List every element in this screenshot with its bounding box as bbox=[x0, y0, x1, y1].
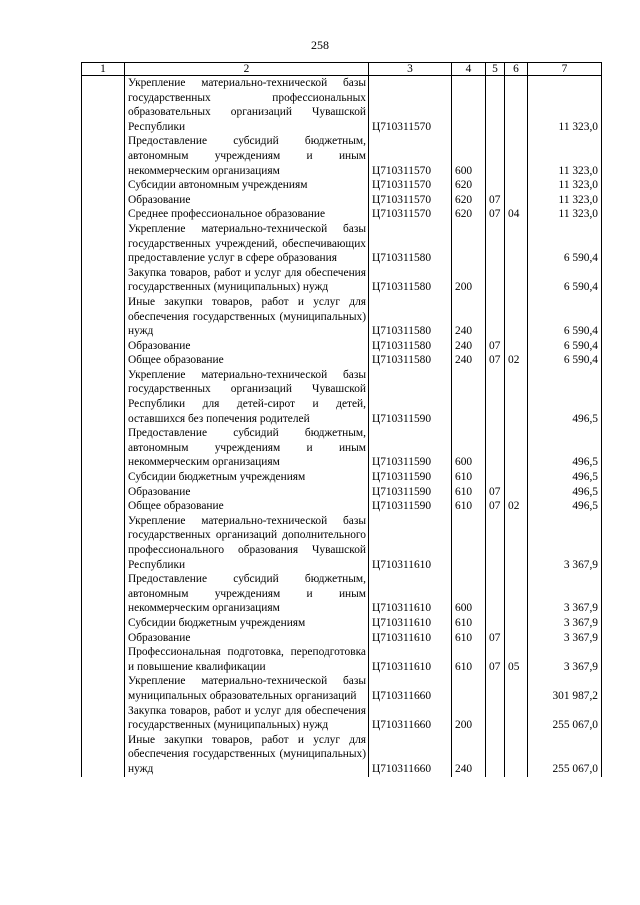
expense-name-cell: Иные закупки товаров, работ и услуг для обеспечения государственных (муниципальных) нужд bbox=[125, 295, 369, 339]
section-cell bbox=[486, 704, 505, 733]
target-article-code-cell: Ц710311660 bbox=[369, 704, 452, 733]
target-article-code-cell: Ц710311580 bbox=[369, 353, 452, 368]
first-column-cell bbox=[82, 631, 125, 646]
table-row bbox=[82, 222, 602, 266]
expense-type-cell: 610 bbox=[452, 645, 486, 674]
amount-cell: 3 367,9 bbox=[528, 514, 602, 572]
table-row bbox=[82, 178, 602, 193]
header-cell: 5 bbox=[486, 63, 505, 76]
amount-cell: 6 590,4 bbox=[528, 353, 602, 368]
table-row bbox=[82, 514, 602, 572]
target-article-code-cell: Ц710311660 bbox=[369, 733, 452, 777]
section-cell: 07 bbox=[486, 499, 505, 514]
first-column-cell bbox=[82, 134, 125, 178]
expense-name-cell: Укрепление материально-технической базы государственных профессиональных образовательных организаций Чувашской Республики bbox=[125, 76, 369, 135]
header-cell: 7 bbox=[528, 63, 602, 76]
expense-type-cell: 240 bbox=[452, 353, 486, 368]
amount-cell: 11 323,0 bbox=[528, 193, 602, 208]
target-article-code-cell: Ц710311610 bbox=[369, 616, 452, 631]
expense-name-cell: Предоставление субсидий бюджетным, автономным учреждениям и иным некоммерческим организациям bbox=[125, 134, 369, 178]
expense-type-cell bbox=[452, 368, 486, 426]
target-article-code-cell: Ц710311610 bbox=[369, 514, 452, 572]
expense-name-cell: Образование bbox=[125, 339, 369, 354]
table-row bbox=[82, 207, 602, 222]
first-column-cell bbox=[82, 572, 125, 616]
expense-type-cell: 620 bbox=[452, 178, 486, 193]
expense-name-cell: Укрепление материально-технической базы государственных учреждений, обеспечивающих предоставление услуг в сфере образования bbox=[125, 222, 369, 266]
amount-cell: 11 323,0 bbox=[528, 207, 602, 222]
subsection-cell: 02 bbox=[505, 499, 528, 514]
table-row bbox=[82, 572, 602, 616]
table-row bbox=[82, 733, 602, 777]
expense-name-cell: Субсидии бюджетным учреждениям bbox=[125, 616, 369, 631]
table-row bbox=[82, 704, 602, 733]
section-cell bbox=[486, 426, 505, 470]
subsection-cell: 05 bbox=[505, 645, 528, 674]
amount-cell: 11 323,0 bbox=[528, 76, 602, 135]
section-cell bbox=[486, 178, 505, 193]
subsection-cell bbox=[505, 178, 528, 193]
first-column-cell bbox=[82, 222, 125, 266]
subsection-cell bbox=[505, 368, 528, 426]
expense-name-cell: Предоставление субсидий бюджетным, автономным учреждениям и иным некоммерческим организациям bbox=[125, 572, 369, 616]
amount-cell: 3 367,9 bbox=[528, 572, 602, 616]
section-cell: 07 bbox=[486, 207, 505, 222]
expense-type-cell: 620 bbox=[452, 193, 486, 208]
amount-cell: 496,5 bbox=[528, 499, 602, 514]
target-article-code-cell: Ц710311570 bbox=[369, 134, 452, 178]
target-article-code-cell: Ц710311570 bbox=[369, 76, 452, 135]
first-column-cell bbox=[82, 193, 125, 208]
subsection-cell bbox=[505, 704, 528, 733]
amount-cell: 496,5 bbox=[528, 485, 602, 500]
table-row bbox=[82, 485, 602, 500]
expense-name-cell: Общее образование bbox=[125, 499, 369, 514]
section-cell bbox=[486, 733, 505, 777]
expense-type-cell: 200 bbox=[452, 266, 486, 295]
first-column-cell bbox=[82, 514, 125, 572]
expense-name-cell: Укрепление материально-технической базы муниципальных образовательных организаций bbox=[125, 674, 369, 703]
expense-type-cell: 600 bbox=[452, 426, 486, 470]
expense-name-cell: Укрепление материально-технической базы государственных организаций дополнительного профессионального образования Чувашской Республики bbox=[125, 514, 369, 572]
expense-type-cell: 600 bbox=[452, 572, 486, 616]
subsection-cell bbox=[505, 295, 528, 339]
section-cell bbox=[486, 674, 505, 703]
expense-type-cell: 240 bbox=[452, 733, 486, 777]
expense-name-cell: Профессиональная подготовка, переподготовка и повышение квалификации bbox=[125, 645, 369, 674]
subsection-cell bbox=[505, 616, 528, 631]
budget-table bbox=[81, 62, 602, 777]
expense-type-cell: 620 bbox=[452, 207, 486, 222]
first-column-cell bbox=[82, 339, 125, 354]
target-article-code-cell: Ц710311610 bbox=[369, 645, 452, 674]
header-cell: 4 bbox=[452, 63, 486, 76]
expense-name-cell: Образование bbox=[125, 485, 369, 500]
target-article-code-cell: Ц710311610 bbox=[369, 631, 452, 646]
expense-type-cell bbox=[452, 514, 486, 572]
expense-name-cell: Укрепление материально-технической базы государственных организаций Чувашской Республики для детей-сирот и детей, оставшихся без попечения родителей bbox=[125, 368, 369, 426]
amount-cell: 3 367,9 bbox=[528, 631, 602, 646]
amount-cell: 496,5 bbox=[528, 426, 602, 470]
section-cell bbox=[486, 470, 505, 485]
table-row bbox=[82, 631, 602, 646]
table-row bbox=[82, 499, 602, 514]
expense-name-cell: Иные закупки товаров, работ и услуг для обеспечения государственных (муниципальных) нужд bbox=[125, 733, 369, 777]
subsection-cell bbox=[505, 572, 528, 616]
expense-name-cell: Закупка товаров, работ и услуг для обеспечения государственных (муниципальных) нужд bbox=[125, 266, 369, 295]
first-column-cell bbox=[82, 353, 125, 368]
expense-type-cell: 610 bbox=[452, 499, 486, 514]
expense-name-cell: Закупка товаров, работ и услуг для обеспечения государственных (муниципальных) нужд bbox=[125, 704, 369, 733]
expense-type-cell: 610 bbox=[452, 470, 486, 485]
table-row bbox=[82, 266, 602, 295]
subsection-cell bbox=[505, 193, 528, 208]
section-cell: 07 bbox=[486, 353, 505, 368]
subsection-cell bbox=[505, 76, 528, 135]
first-column-cell bbox=[82, 295, 125, 339]
header-cell: 2 bbox=[125, 63, 369, 76]
first-column-cell bbox=[82, 645, 125, 674]
section-cell: 07 bbox=[486, 339, 505, 354]
target-article-code-cell: Ц710311590 bbox=[369, 368, 452, 426]
section-cell: 07 bbox=[486, 645, 505, 674]
target-article-code-cell: Ц710311660 bbox=[369, 674, 452, 703]
first-column-cell bbox=[82, 499, 125, 514]
section-cell bbox=[486, 514, 505, 572]
target-article-code-cell: Ц710311580 bbox=[369, 222, 452, 266]
target-article-code-cell: Ц710311590 bbox=[369, 499, 452, 514]
target-article-code-cell: Ц710311590 bbox=[369, 426, 452, 470]
section-cell bbox=[486, 134, 505, 178]
table-row bbox=[82, 616, 602, 631]
expense-name-cell: Среднее профессиональное образование bbox=[125, 207, 369, 222]
first-column-cell bbox=[82, 207, 125, 222]
subsection-cell bbox=[505, 674, 528, 703]
first-column-cell bbox=[82, 704, 125, 733]
expense-type-cell: 240 bbox=[452, 339, 486, 354]
table-row bbox=[82, 645, 602, 674]
expense-name-cell: Образование bbox=[125, 631, 369, 646]
section-cell bbox=[486, 616, 505, 631]
section-cell bbox=[486, 295, 505, 339]
first-column-cell bbox=[82, 674, 125, 703]
expense-name-cell: Субсидии автономным учреждениям bbox=[125, 178, 369, 193]
amount-cell: 301 987,2 bbox=[528, 674, 602, 703]
section-cell: 07 bbox=[486, 485, 505, 500]
amount-cell: 255 067,0 bbox=[528, 704, 602, 733]
amount-cell: 496,5 bbox=[528, 368, 602, 426]
expense-type-cell bbox=[452, 222, 486, 266]
section-cell bbox=[486, 368, 505, 426]
section-cell: 07 bbox=[486, 631, 505, 646]
first-column-cell bbox=[82, 368, 125, 426]
expense-name-cell: Предоставление субсидий бюджетным, автономным учреждениям и иным некоммерческим организациям bbox=[125, 426, 369, 470]
page-number: 258 bbox=[311, 38, 329, 52]
first-column-cell bbox=[82, 616, 125, 631]
target-article-code-cell: Ц710311570 bbox=[369, 178, 452, 193]
first-column-cell bbox=[82, 178, 125, 193]
subsection-cell bbox=[505, 470, 528, 485]
table-row bbox=[82, 295, 602, 339]
expense-type-cell: 240 bbox=[452, 295, 486, 339]
subsection-cell bbox=[505, 485, 528, 500]
amount-cell: 6 590,4 bbox=[528, 266, 602, 295]
section-cell bbox=[486, 222, 505, 266]
subsection-cell: 02 bbox=[505, 353, 528, 368]
first-column-cell bbox=[82, 266, 125, 295]
header-cell: 3 bbox=[369, 63, 452, 76]
first-column-cell bbox=[82, 485, 125, 500]
expense-type-cell bbox=[452, 674, 486, 703]
expense-name-cell: Субсидии бюджетным учреждениям bbox=[125, 470, 369, 485]
amount-cell: 3 367,9 bbox=[528, 645, 602, 674]
amount-cell: 496,5 bbox=[528, 470, 602, 485]
table-row bbox=[82, 339, 602, 354]
expense-type-cell: 610 bbox=[452, 631, 486, 646]
table-row bbox=[82, 426, 602, 470]
table-row bbox=[82, 76, 602, 135]
target-article-code-cell: Ц710311570 bbox=[369, 193, 452, 208]
expense-type-cell: 600 bbox=[452, 134, 486, 178]
section-cell: 07 bbox=[486, 193, 505, 208]
table-row bbox=[82, 470, 602, 485]
subsection-cell bbox=[505, 222, 528, 266]
amount-cell: 11 323,0 bbox=[528, 134, 602, 178]
expense-name-cell: Общее образование bbox=[125, 353, 369, 368]
expense-type-cell: 610 bbox=[452, 616, 486, 631]
first-column-cell bbox=[82, 426, 125, 470]
amount-cell: 11 323,0 bbox=[528, 178, 602, 193]
table-header-row bbox=[82, 63, 602, 76]
amount-cell: 255 067,0 bbox=[528, 733, 602, 777]
section-cell bbox=[486, 76, 505, 135]
subsection-cell bbox=[505, 631, 528, 646]
subsection-cell bbox=[505, 514, 528, 572]
subsection-cell: 04 bbox=[505, 207, 528, 222]
expense-name-cell: Образование bbox=[125, 193, 369, 208]
subsection-cell bbox=[505, 733, 528, 777]
target-article-code-cell: Ц710311580 bbox=[369, 295, 452, 339]
section-cell bbox=[486, 572, 505, 616]
subsection-cell bbox=[505, 426, 528, 470]
table-row bbox=[82, 193, 602, 208]
target-article-code-cell: Ц710311590 bbox=[369, 485, 452, 500]
header-cell: 6 bbox=[505, 63, 528, 76]
first-column-cell bbox=[82, 733, 125, 777]
first-column-cell bbox=[82, 76, 125, 135]
target-article-code-cell: Ц710311580 bbox=[369, 266, 452, 295]
target-article-code-cell: Ц710311590 bbox=[369, 470, 452, 485]
target-article-code-cell: Ц710311570 bbox=[369, 207, 452, 222]
subsection-cell bbox=[505, 339, 528, 354]
table-row bbox=[82, 368, 602, 426]
target-article-code-cell: Ц710311610 bbox=[369, 572, 452, 616]
target-article-code-cell: Ц710311580 bbox=[369, 339, 452, 354]
header-cell: 1 bbox=[82, 63, 125, 76]
amount-cell: 6 590,4 bbox=[528, 295, 602, 339]
table-row bbox=[82, 134, 602, 178]
first-column-cell bbox=[82, 470, 125, 485]
expense-type-cell bbox=[452, 76, 486, 135]
amount-cell: 6 590,4 bbox=[528, 339, 602, 354]
expense-type-cell: 200 bbox=[452, 704, 486, 733]
expense-type-cell: 610 bbox=[452, 485, 486, 500]
amount-cell: 6 590,4 bbox=[528, 222, 602, 266]
section-cell bbox=[486, 266, 505, 295]
table-row bbox=[82, 674, 602, 703]
amount-cell: 3 367,9 bbox=[528, 616, 602, 631]
table-row bbox=[82, 353, 602, 368]
subsection-cell bbox=[505, 134, 528, 178]
subsection-cell bbox=[505, 266, 528, 295]
